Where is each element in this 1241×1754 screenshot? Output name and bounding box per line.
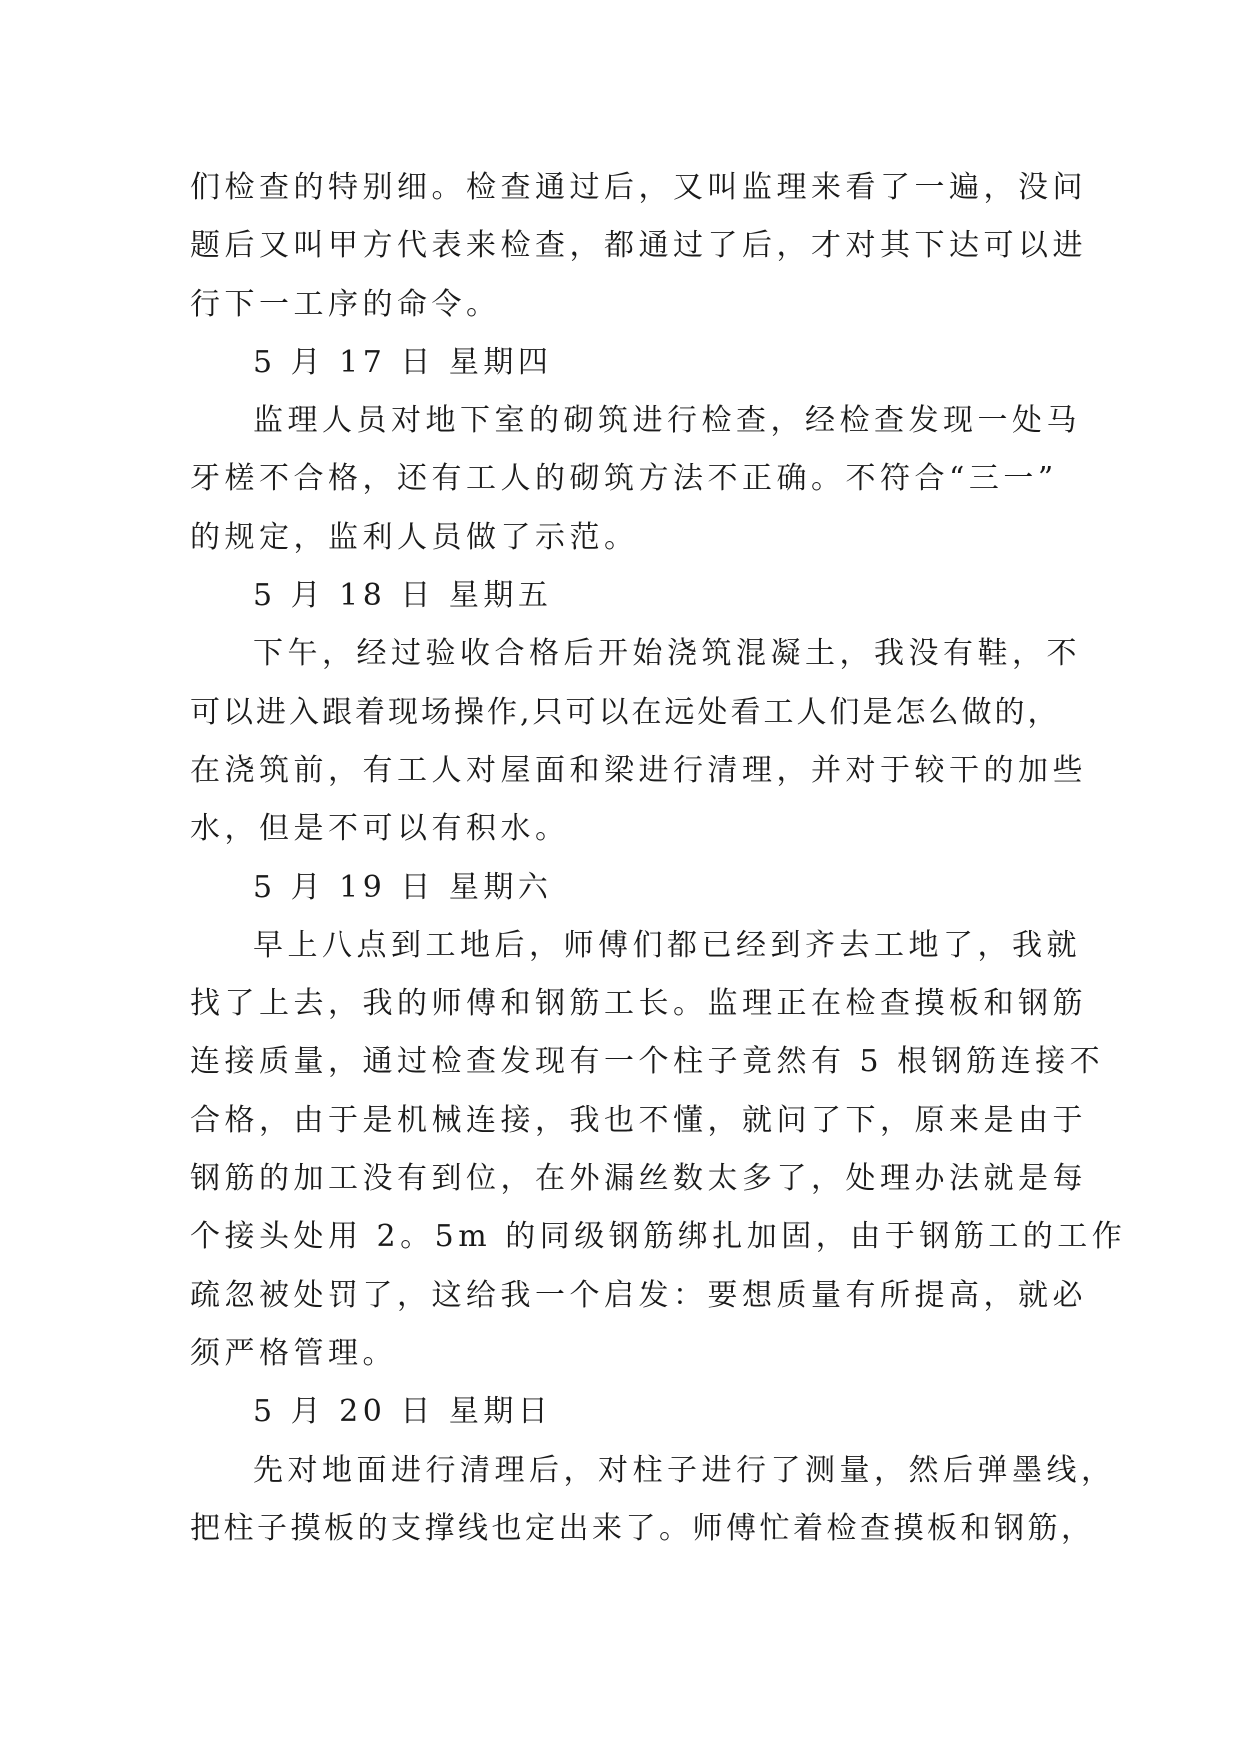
paragraph-line: 把柱子摸板的支撑线也定出来了。师傅忙着检查摸板和钢筋， xyxy=(190,1510,1095,1546)
paragraph-line: 可以进入跟着现场操作,只可以在远处看工人们是怎么做的， xyxy=(190,694,1061,730)
paragraph-line: 须严格管理。 xyxy=(190,1335,397,1371)
date-heading-may-19: 5 月 19 日 星期六 xyxy=(253,869,553,905)
paragraph-line: 连接质量，通过检查发现有一个柱子竟然有 5 根钢筋连接不 xyxy=(190,1044,1105,1080)
paragraph-line: 个接头处用 2。5m 的同级钢筋绑扎加固，由于钢筋工的工作 xyxy=(190,1219,1127,1255)
paragraph-line: 的规定，监利人员做了示范。 xyxy=(190,519,639,555)
paragraph-line: 在浇筑前，有工人对屋面和梁进行清理，并对于较干的加些 xyxy=(190,752,1087,788)
paragraph-line: 牙槎不合格，还有工人的砌筑方法不正确。不符合“三一” xyxy=(190,461,1058,497)
paragraph-line: 监理人员对地下室的砌筑进行检查，经检查发现一处马 xyxy=(253,403,1081,439)
paragraph-line: 们检查的特别细。检查通过后，又叫监理来看了一遍，没问 xyxy=(190,170,1087,205)
document-body xyxy=(190,159,1127,1558)
paragraph-line: 钢筋的加工没有到位，在外漏丝数太多了，处理办法就是每 xyxy=(190,1161,1087,1197)
date-heading-may-20: 5 月 20 日 星期日 xyxy=(253,1394,553,1430)
paragraph-line: 合格，由于是机械连接，我也不懂，就问了下，原来是由于 xyxy=(190,1102,1087,1138)
date-heading-may-17: 5 月 17 日 星期四 xyxy=(253,344,553,380)
paragraph-line: 疏忽被处罚了，这给我一个启发：要想质量有所提高，就必 xyxy=(190,1277,1087,1313)
date-heading-may-18: 5 月 18 日 星期五 xyxy=(253,578,553,614)
paragraph-line: 题后又叫甲方代表来检查，都通过了后，才对其下达可以进 xyxy=(190,228,1087,264)
paragraph-line: 早上八点到工地后，师傅们都已经到齐去工地了，我就 xyxy=(253,927,1081,963)
paragraph-line: 行下一工序的命令。 xyxy=(190,286,501,322)
paragraph-line: 下午，经过验收合格后开始浇筑混凝土，我没有鞋，不 xyxy=(253,636,1081,672)
paragraph-line: 水，但是不可以有积水。 xyxy=(190,811,570,847)
paragraph-line: 找了上去，我的师傅和钢筋工长。监理正在检查摸板和钢筋 xyxy=(190,986,1087,1022)
paragraph-line: 先对地面进行清理后，对柱子进行了测量，然后弹墨线， xyxy=(253,1452,1116,1488)
